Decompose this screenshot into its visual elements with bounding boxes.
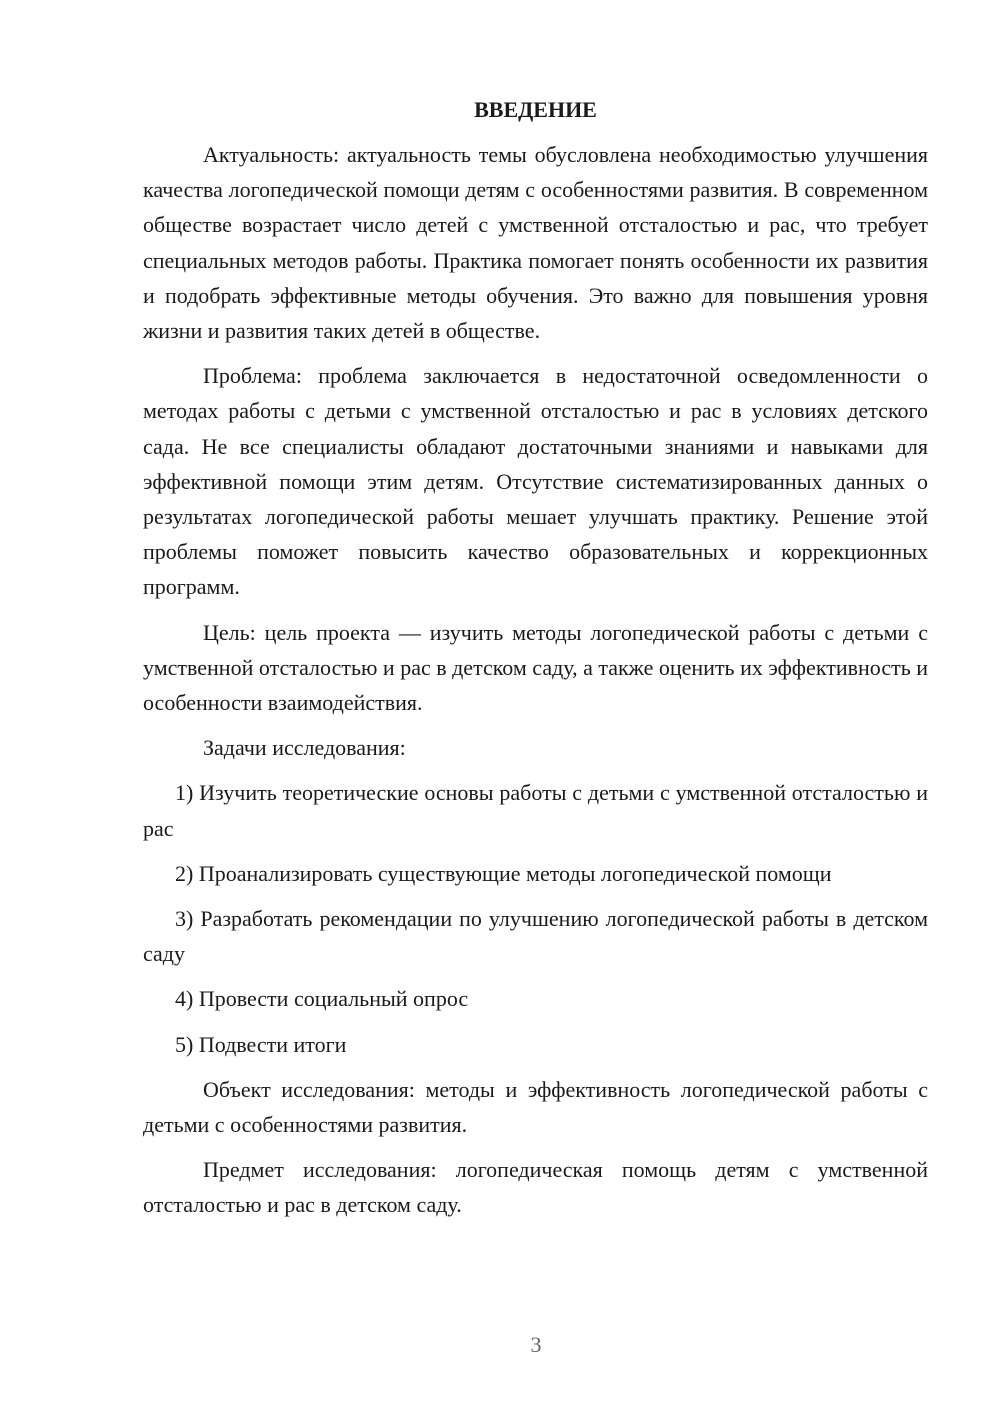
paragraph-problem: Проблема: проблема заключается в недостаточной осведомленности о методах работы с детьми с умственной отсталостью и рас в условиях детского сада. Не все специалисты обладают достаточными знаниями и навыками для эффективной помощи этим детям. Отсутствие систематизированных данных о результатах логопедической работы мешает улучшать практику. Решение этой проблемы поможет повысить качество образовательных и коррекционных программ. — [143, 363, 928, 600]
task-item-3: 3) Разработать рекомендации по улучшению логопедической работы в детском саду — [143, 906, 928, 967]
paragraph-subject: Предмет исследования: логопедическая помощь детям с умственной отсталостью и рас в детском саду. — [143, 1157, 928, 1218]
task-item-2: 2) Проанализировать существующие методы логопедической помощи — [175, 860, 832, 886]
task-item-5: 5) Подвести итоги — [175, 1031, 347, 1057]
document-body — [143, 92, 928, 1233]
task-item-1: 1) Изучить теоретические основы работы с детьми с умственной отсталостью и рас — [143, 780, 928, 841]
paragraph-object: Объект исследования: методы и эффективность логопедической работы с детьми с особенностями развития. — [143, 1076, 928, 1138]
paragraph-goal: Цель: цель проекта — изучить методы логопедической работы с детьми с умственной отсталостью и рас в детском саду, а также оценить их эффективность и особенности взаимодействия. — [143, 619, 929, 716]
tasks-heading: Задачи исследования: — [203, 735, 406, 761]
page-number: 3 — [530, 1332, 542, 1357]
paragraph-relevance: Актуальность: актуальность темы обусловлена необходимостью улучшения качества логопедической помощи детям с особенностями развития. В современном обществе возрастает число детей с умственной отсталостью и рас, что требует специальных методов работы. Практика помогает понять особенности их развития и подобрать эффективные методы обучения. Это важно для повышения уровня жизни и развития таких детей в обществе. — [143, 142, 928, 344]
page-title: ВВЕДЕНИЕ — [474, 97, 597, 122]
task-item-4: 4) Провести социальный опрос — [175, 986, 469, 1012]
